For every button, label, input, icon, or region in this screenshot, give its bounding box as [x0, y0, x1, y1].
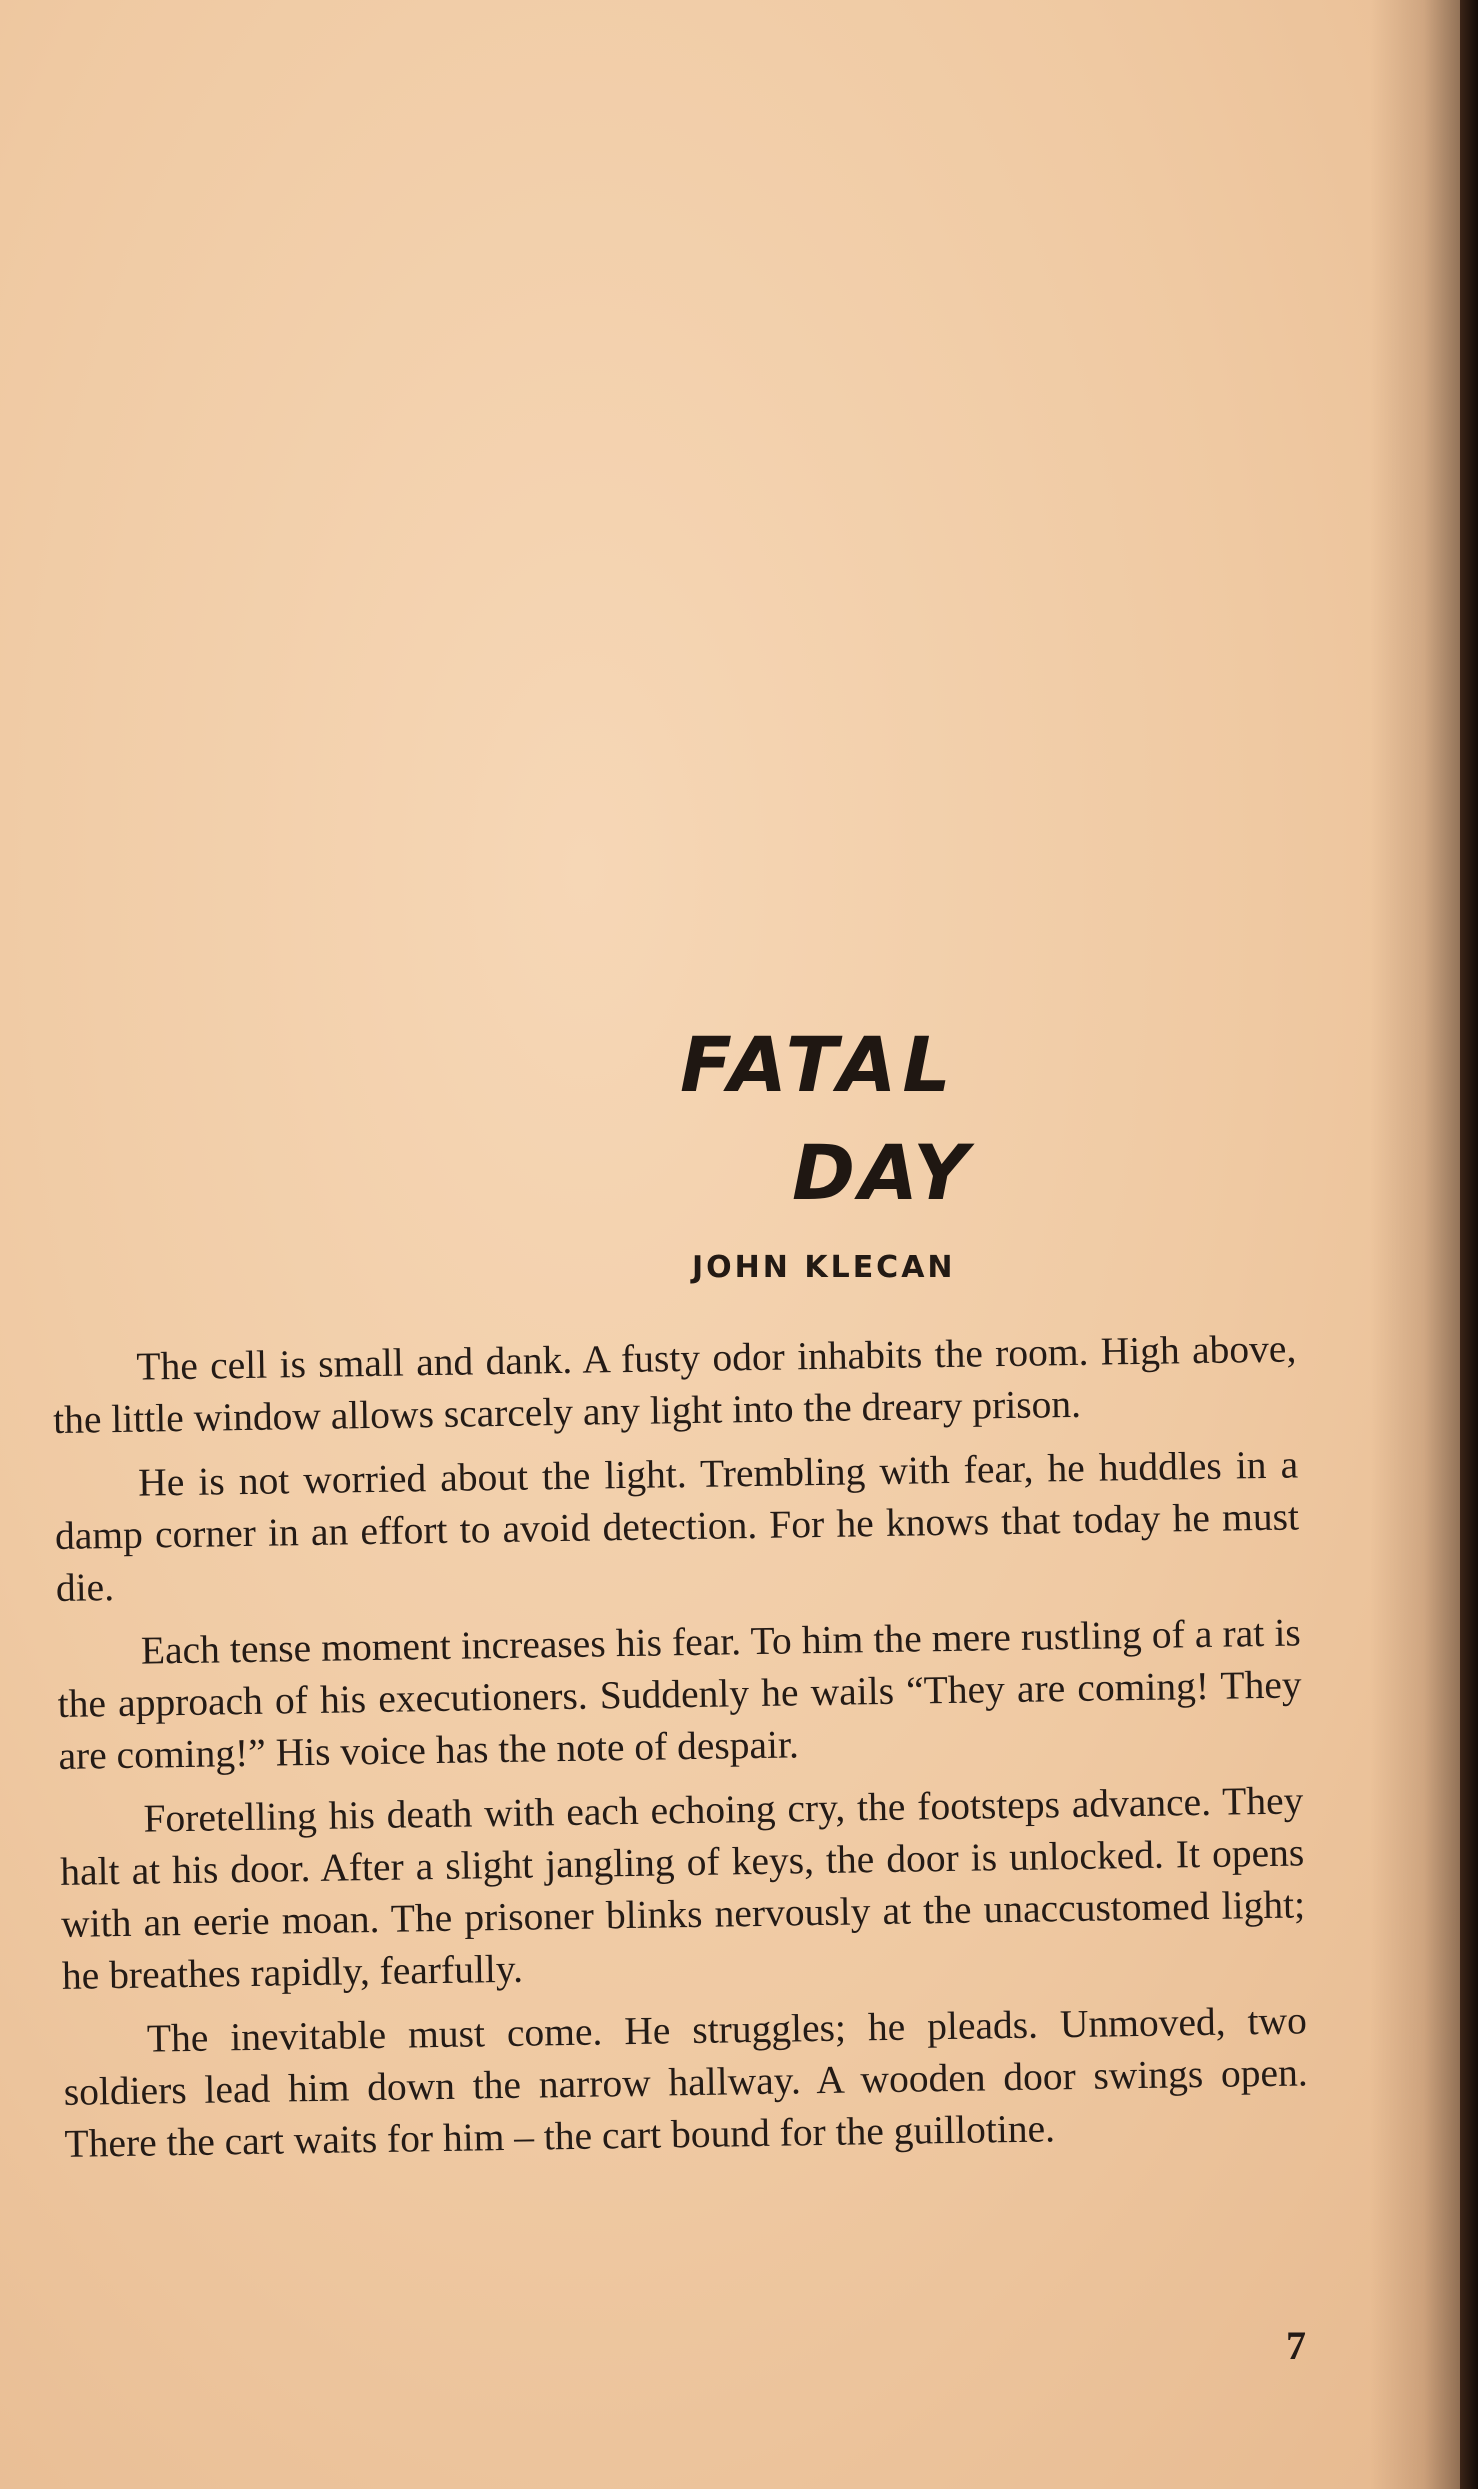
paragraph: Foretelling his death with each echoing cry, the footsteps advance. They halt at his door. After a slight jangling of keys, the door is unlocked. It opens with an eerie moan. The prisoner blinks nervously at the unaccustomed light; he breathes rapidly, fearfully. — [59, 1778, 1306, 1998]
author-byline: JOHN KLECAN — [692, 1250, 956, 1285]
title-line-1: FATAL — [680, 1020, 957, 1109]
page-number: 7 — [1286, 2323, 1306, 2368]
paragraph: Each tense moment increases his fear. To him the mere rustling of a rat is the approach of his executioners. Suddenly he wails “They are coming! They are coming!” His voice has the note of despair. — [57, 1610, 1302, 1778]
story-body — [52, 1322, 1309, 2181]
paragraph: The inevitable must come. He struggles; he pleads. Unmoved, two soldiers lead him down the narrow hallway. A wooden door swings open. There the cart waits for him – the cart bound for the guillotine. — [63, 1998, 1308, 2166]
paragraph: He is not worried about the light. Trembling with fear, he huddles in a damp corner in an effort to avoid detection. For he knows that today he must die. — [54, 1442, 1300, 1610]
title-line-2: DAY — [792, 1128, 973, 1217]
book-spine-edge — [1460, 0, 1478, 2489]
paragraph: The cell is small and dank. A fusty odor inhabits the room. High above, the little window allows scarcely any light into the dreary prison. — [52, 1326, 1297, 1442]
